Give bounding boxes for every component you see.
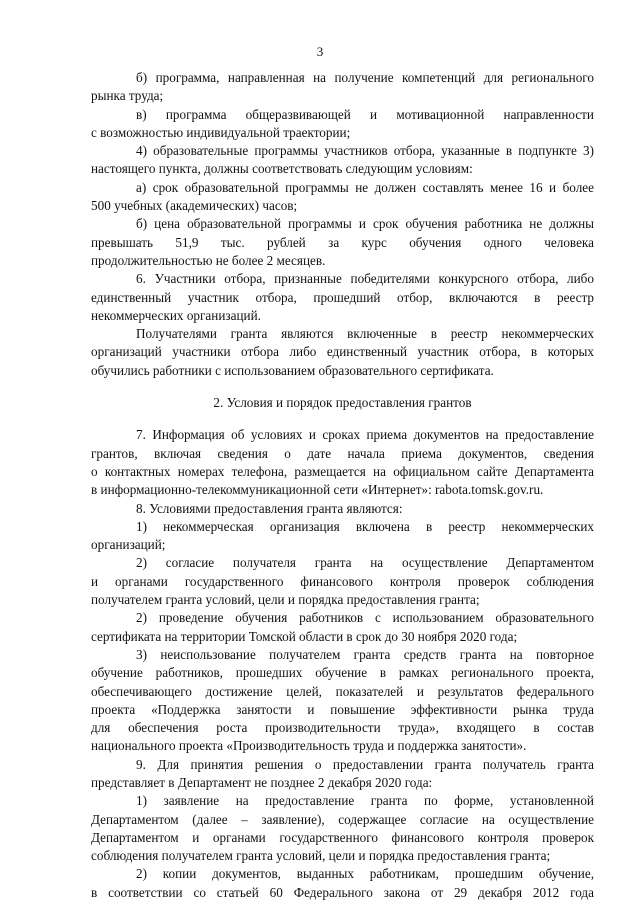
text-line: организаций участники отбора либо единственный участник отбора, в которых [91, 344, 594, 360]
text-line: Получателями гранта являются включенные в реестр некоммерческих [136, 326, 594, 342]
text-line: превышать 51,9 тыс. рублей за курс обучения одного человека [91, 234, 594, 250]
text-line: 2) проведение обучения работников с использованием образовательного [136, 610, 594, 626]
text-line: организаций; [91, 537, 166, 553]
text-line: некоммерческих организаций. [91, 307, 261, 323]
text-line: в соответствии со статьей 60 Федерального закона от 29 декабря 2012 года [91, 884, 594, 900]
text-line: 9. Для принятия решения о предоставлении гранта получатель гранта [136, 756, 594, 772]
text-line: рынка труда; [91, 88, 164, 104]
text-line: обучение работников, прошедших обучение в рамках регионального проекта, [91, 665, 594, 681]
section-heading: 2. Условия и порядок предоставления грантов [213, 395, 472, 411]
text-line: о контактных номерах телефона, размещается на официальном сайте Департамента [91, 463, 594, 479]
text-line: 6. Участники отбора, признанные победителями конкурсного отбора, либо [136, 271, 594, 287]
text-line: представляет в Департамент не позднее 2 декабря 2020 года: [91, 774, 433, 790]
text-line: обучились работники с использованием образовательного сертификата. [91, 362, 494, 378]
text-line: 7. Информация об условиях и сроках приема документов на предоставление [136, 427, 594, 443]
text-line: для обеспечения роста производительности труда», входящего в состав [91, 720, 594, 736]
text-line: единственный участник отбора, прошедший отбор, включаются в реестр [91, 289, 594, 305]
text-line: обеспечивающего достижение целей, показателей и результатов федерального [91, 683, 594, 699]
paragraph-gap [91, 380, 594, 394]
text-line: в) программа общеразвивающей и мотивационной направленности [136, 106, 594, 122]
text-line: б) программа, направленная на получение компетенций для регионального [136, 70, 594, 85]
text-line: Департаментом и органами государственного финансового контроля проверок [91, 829, 594, 845]
text-line: соблюдения получателем гранта условий, цели и порядка предоставления гранта; [91, 848, 551, 864]
text-line: 3) неиспользование получателем гранта средств гранта на повторное [136, 646, 594, 662]
document-body [91, 69, 594, 902]
text-line: в информационно-телекоммуникационной сети «Интернет»: rabota.tomsk.gov.ru. [91, 482, 544, 498]
page-number: 3 [316, 44, 324, 59]
text-line: проекта «Поддержка занятости и повышение эффективности рынка труда [91, 701, 594, 717]
text-line: национального проекта «Производительность труда и поддержка занятости». [91, 738, 527, 754]
text-line: Департаментом (далее – заявление), содержащее согласие на осуществление [91, 811, 594, 827]
text-line: сертификата на территории Томской области в срок до 30 ноября 2020 года; [91, 628, 518, 644]
text-line: 1) некоммерческая организация включена в реестр некоммерческих [136, 518, 594, 534]
text-line: настоящего пункта, должны соответствовать следующим условиям: [91, 161, 473, 177]
paragraph-gap [91, 412, 594, 426]
text-line: и органами государственного финансового контроля проверок соблюдения [91, 573, 594, 589]
text-line: получателем гранта условий, цели и порядка предоставления гранта; [91, 592, 480, 608]
text-line: 500 учебных (академических) часов; [91, 198, 298, 214]
text-line: 2) согласие получателя гранта на осуществление Департаментом [136, 555, 594, 571]
text-line: 4) образовательные программы участников отбора, указанные в подпункте 3) [136, 143, 594, 159]
text-line: 2) копии документов, выданных работникам, прошедшим обучение, [136, 866, 594, 882]
text-line: а) срок образовательной программы не должен составлять менее 16 и более [136, 179, 594, 195]
text-line: грантов, включая сведения о дате начала приема документов, сведения [91, 445, 594, 461]
text-line: продолжительностью не более 2 месяцев. [91, 252, 326, 268]
text-line: б) цена образовательной программы и срок обучения работника не должны [136, 216, 594, 232]
text-line: 8. Условиями предоставления гранта являются: [136, 500, 403, 516]
text-line: 1) заявление на предоставление гранта по форме, установленной [136, 793, 594, 809]
text-line: с возможностью индивидуальной траектории; [91, 124, 351, 140]
